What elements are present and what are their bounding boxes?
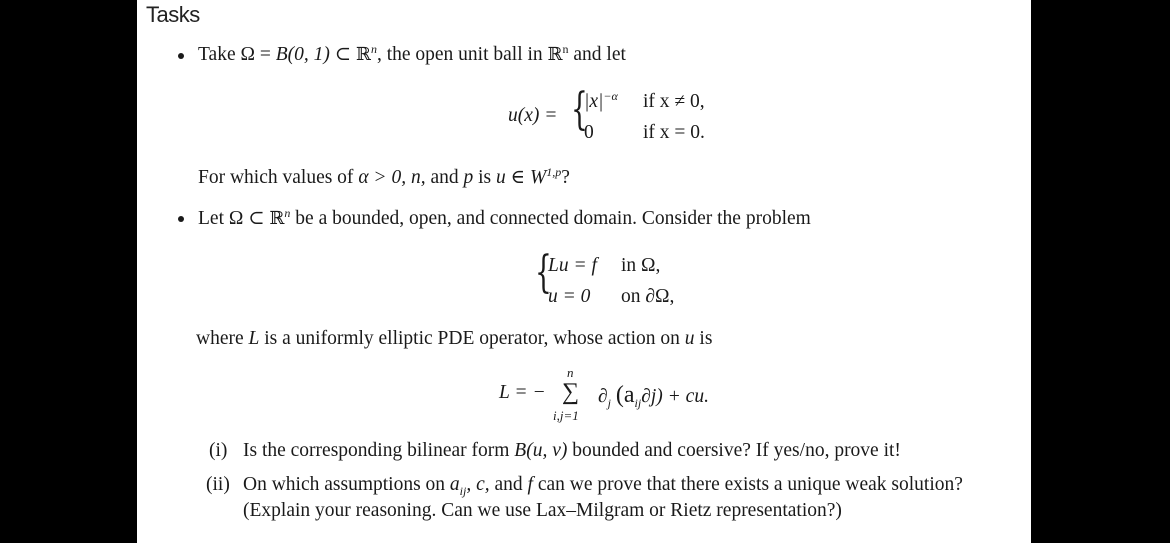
sum-upper-limit: n <box>567 365 574 380</box>
task1-intro: Take Ω = B(0, 1) ⊂ ℝ$^n$, the open unit ball in ℝ$^n$ and let <box>198 42 626 65</box>
section-heading: Tasks <box>146 2 200 27</box>
sum-lower-limit: i,j=1 <box>553 408 579 423</box>
system-eq2-lhs: u = 0 <box>548 286 591 307</box>
case1-condition: if x ≠ 0, <box>643 91 705 112</box>
u-definition-lhs: u(x) = <box>508 105 558 126</box>
item-ii-text-line2: (Explain your reasoning. Can we use Lax–Milgram or Rietz representation?) <box>243 500 842 521</box>
left-black-margin <box>0 0 137 543</box>
item-i-text: Is the corresponding bilinear form B(u, v) bounded and coersive? If yes/no, prove it! <box>243 440 901 461</box>
bullet-task2 <box>178 216 184 222</box>
operator-lhs: L = − <box>499 382 546 403</box>
task1-question: For which values of α > 0, n, and p is u ∈ W$^{1,p}$? <box>198 165 570 188</box>
case1-value: $|x|^{-\alpha}$ <box>584 89 618 112</box>
right-black-margin <box>1031 0 1170 543</box>
cases-brace-1: { <box>571 84 588 135</box>
bullet-task1 <box>178 53 184 59</box>
operator-body: $\partial_j$ $(a_{ij}\partial j)$ + cu. <box>598 382 709 410</box>
item-ii-number: (ii) <box>206 474 230 495</box>
system-eq1-rhs: in Ω, <box>621 255 661 276</box>
case2-condition: if x = 0. <box>643 122 705 143</box>
item-ii-text: On which assumptions on $a_{ij}$, c, and f can we prove that there exists a unique weak solution? <box>243 474 963 498</box>
item-i-number: (i) <box>209 440 228 461</box>
operator-description: where L is a uniformly elliptic PDE operator, whose action on u is <box>196 328 713 349</box>
system-eq1-lhs: Lu = f <box>548 255 597 276</box>
case2-value: 0 <box>584 122 594 143</box>
task2-intro: Let Ω ⊂ ℝ$^n$ be a bounded, open, and connected domain. Consider the problem <box>198 206 811 229</box>
system-brace: { <box>535 247 552 298</box>
sum-symbol: ∑ <box>562 379 580 405</box>
system-eq2-rhs: on ∂Ω, <box>621 286 675 307</box>
